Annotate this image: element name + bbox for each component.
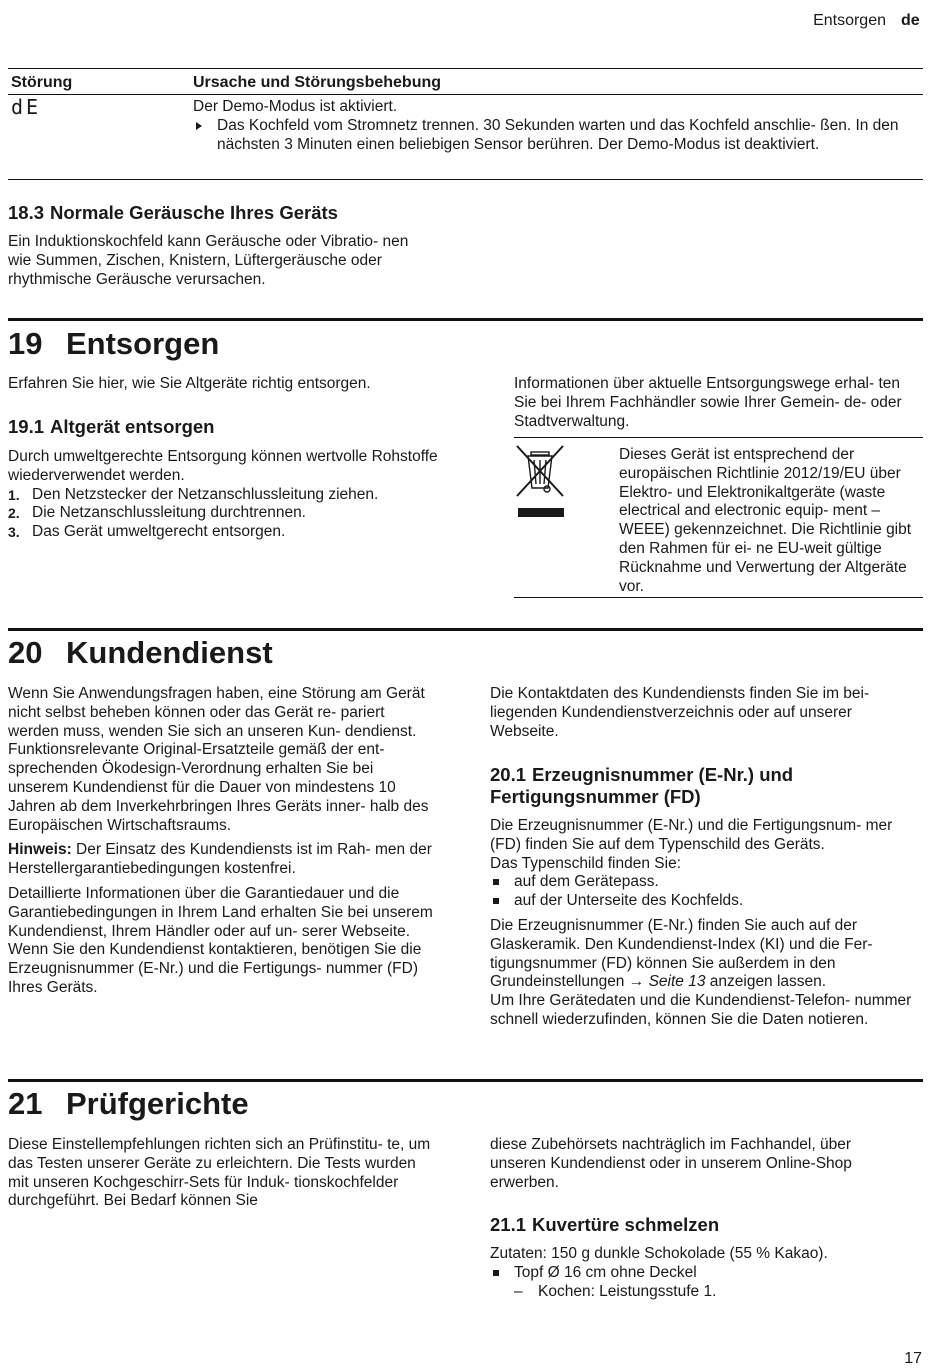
ingredients-text: Zutaten: 150 g dunkle Schokolade (55 % Kakao).	[490, 1245, 828, 1262]
section-20-1-heading	[490, 764, 900, 808]
table-row-cause	[193, 98, 913, 154]
chapter-20-rule	[8, 628, 923, 631]
cause-text: Der Demo-Modus ist aktiviert.	[193, 98, 398, 115]
table-header-stoerung: Störung	[11, 74, 73, 91]
weee-box-top-rule	[514, 437, 923, 438]
step-item	[8, 504, 438, 523]
section-number: 18.3	[8, 202, 45, 223]
square-bullet-icon	[493, 879, 499, 885]
paragraph: Die Kontaktdaten des Kundendiensts finden Sie im bei- liegenden Kundendienstverzeichnis oder auf unserer Webseite.	[490, 685, 870, 740]
section-title: Normale Geräusche Ihres Geräts	[50, 202, 338, 223]
step-number: 1.	[8, 486, 20, 503]
section-title: Erzeugnisnummer (E-Nr.) und Fertigungsnummer (FD)	[490, 764, 794, 807]
crossed-out-bin-icon	[514, 444, 566, 520]
chapter-number: 21	[8, 1086, 43, 1121]
chapter-21-rule	[8, 1079, 923, 1082]
chapter-20-right-column	[490, 685, 920, 741]
section-18-3-heading	[8, 202, 338, 224]
chapter-number: 19	[8, 326, 43, 361]
table-top-rule	[8, 68, 923, 69]
chapter-20-left-column	[8, 685, 436, 998]
chapter-19-left-column	[8, 375, 448, 394]
table-header-rule	[8, 94, 923, 95]
chapter-title: Kundendienst	[66, 635, 273, 670]
section-21-1-body	[490, 1245, 920, 1301]
paragraph: diese Zubehörsets nachträglich im Fachhandel, über unseren Kundendienst oder in unserem Online-Shop erwerben.	[490, 1136, 852, 1191]
section-title: Altgerät entsorgen	[50, 416, 215, 437]
paragraph: Das Typenschild finden Sie:	[490, 854, 681, 872]
chapter-number: 20	[8, 635, 43, 670]
section-20-1-body	[490, 817, 920, 1030]
table-header-ursache: Ursache und Störungsbehebung	[193, 74, 442, 91]
paragraph-text: Die Erzeugnisnummer (E-Nr.) finden Sie auch auf der Glaskeramik. Den Kundendienst-Index (KI) und die Fer- tigungsnummer (FD) können Sie außerdem in den Grundeinstellungen	[490, 916, 873, 991]
step-text: Die Netzanschlussleitung durchtrennen.	[32, 504, 306, 522]
page-number: 17	[904, 1350, 922, 1367]
paragraph: Die Erzeugnisnummer (E-Nr.) und die Fertigungsnum- mer (FD) finden Sie auf dem Typenschild des Geräts.	[490, 817, 893, 853]
chapter-19-heading	[8, 326, 219, 362]
step-item	[8, 486, 438, 505]
list-item	[490, 873, 920, 892]
paragraph: Diese Einstellempfehlungen richten sich an Prüfinstitu- te, um das Testen unserer Geräte zu erleichtern. Die Tests wurden mit unseren Kochgeschirr-Sets für Induk- tionskochfelder durchgeführt. Bei Bedarf können Sie	[8, 1136, 431, 1210]
paragraph: Detaillierte Informationen über die Garantiedauer und die Garantiebedingungen in Ihrem Land erhalten Sie bei unserem Kundendienst, Ihrem Händler oder auf un- serer Webseite.	[8, 884, 433, 940]
step-number: 3.	[8, 524, 20, 541]
list-item-text: Topf Ø 16 cm ohne Deckel	[514, 1263, 697, 1281]
step-text: Den Netzstecker der Netzanschlussleitung ziehen.	[32, 485, 379, 503]
chapter-title: Prüfgerichte	[66, 1086, 249, 1121]
chapter-21-heading	[8, 1086, 249, 1122]
paragraph: Ein Induktionskochfeld kann Geräusche oder Vibratio- nen wie Summen, Zischen, Knistern, Lüftergeräusche oder rhythmische Geräusche verursachen.	[8, 233, 409, 288]
remedy-item	[193, 117, 913, 155]
weee-info	[619, 446, 919, 596]
chapter-19-rule	[8, 318, 923, 321]
section-19-1-heading	[8, 416, 214, 438]
intro-text: Erfahren Sie hier, wie Sie Altgeräte richtig entsorgen.	[8, 375, 371, 392]
hint-label: Hinweis:	[8, 841, 72, 859]
paragraph: Durch umweltgerechte Entsorgung können wertvolle Rohstoffe wiederverwendet werden.	[8, 448, 438, 484]
paragraph-text: anzeigen lassen.	[709, 973, 827, 991]
chapter-20-heading	[8, 635, 273, 671]
section-number: 19.1	[8, 416, 45, 437]
triangle-bullet-icon	[196, 122, 202, 130]
page-reference-link[interactable]: Seite 13	[648, 973, 706, 991]
hint-paragraph	[8, 841, 436, 879]
paragraph: Wenn Sie Anwendungsfragen haben, eine Störung am Gerät nicht selbst beheben können oder das Gerät re- pariert werden muss, wenden Sie sich an unseren Kun- dendienst.	[8, 685, 425, 740]
paragraph	[490, 917, 920, 992]
chapter-21-left-column	[8, 1136, 436, 1211]
language-code: de	[901, 12, 920, 29]
table-bottom-rule	[8, 179, 923, 180]
running-header-title: Entsorgen	[813, 12, 886, 29]
section-number: 20.1	[490, 764, 527, 785]
step-number: 2.	[8, 505, 20, 522]
list-item	[490, 1264, 920, 1283]
section-19-1-body	[8, 448, 438, 542]
step-text: Das Gerät umweltgerecht entsorgen.	[32, 523, 286, 541]
cross-reference-arrow-icon: →	[628, 973, 645, 991]
chapter-19-right-column	[514, 375, 922, 431]
square-bullet-icon	[493, 1270, 499, 1276]
error-code-display: dE	[11, 95, 42, 119]
hint-text: Der Einsatz des Kundendiensts ist im Rah- men der Herstellergarantiebedingungen kostenfrei.	[8, 841, 432, 878]
remedy-text: Das Kochfeld vom Stromnetz trennen. 30 Sekunden warten und das Kochfeld anschlie- ßen. In den nächsten 3 Minuten einen beliebigen Sensor berühren. Der Demo-Modus ist deaktiviert.	[217, 116, 899, 153]
sub-list-item	[490, 1283, 920, 1302]
section-18-3-body	[8, 233, 433, 289]
paragraph: Wenn Sie den Kundendienst kontaktieren, benötigen Sie die Erzeugnisnummer (E-Nr.) und die Fertigungs- nummer (FD) Ihres Geräts.	[8, 941, 422, 996]
section-number: 21.1	[490, 1214, 527, 1235]
list-item-text: auf dem Gerätepass.	[514, 873, 659, 891]
chapter-21-right-column	[490, 1136, 910, 1192]
chapter-title: Entsorgen	[66, 326, 220, 361]
square-bullet-icon	[493, 898, 499, 904]
weee-text: Dieses Gerät ist entsprechend der europäischen Richtlinie 2012/19/EU über Elektro- und Elektronikaltgeräte (waste electrical and electronic equip- ment – WEEE) gekennzeichnet. Die Richtlinie gibt den Rahmen für ei- ne EU-weit gültige Rücknahme und Verwertung der Altgeräte vor.	[619, 446, 912, 595]
paragraph: Um Ihre Gerätedaten und die Kundendienst-Telefon- nummer schnell wiederzufinden, können Sie die Daten notieren.	[490, 992, 912, 1028]
list-item-text: auf der Unterseite des Kochfelds.	[514, 892, 744, 910]
weee-box-bottom-rule	[514, 597, 923, 598]
list-item	[490, 892, 920, 911]
paragraph: Informationen über aktuelle Entsorgungswege erhal- ten Sie bei Ihrem Fachhändler sowie Ihrer Gemein- de- oder Stadtverwaltung.	[514, 375, 902, 430]
sub-list-item-text: Kochen: Leistungsstufe 1.	[538, 1282, 717, 1300]
section-21-1-heading	[490, 1214, 719, 1236]
step-item	[8, 523, 438, 542]
dash-bullet: –	[514, 1282, 523, 1300]
paragraph: Funktionsrelevante Original-Ersatzteile gemäß der ent- sprechenden Ökodesign-Verordnung erhalten Sie bei unserem Kundendienst für die Dauer von mindestens 10 Jahren ab dem Inverkehrbringen Ihres Geräts inner- halb des Europäischen Wirtschaftsraums.	[8, 741, 429, 834]
section-title: Kuvertüre schmelzen	[532, 1214, 720, 1235]
